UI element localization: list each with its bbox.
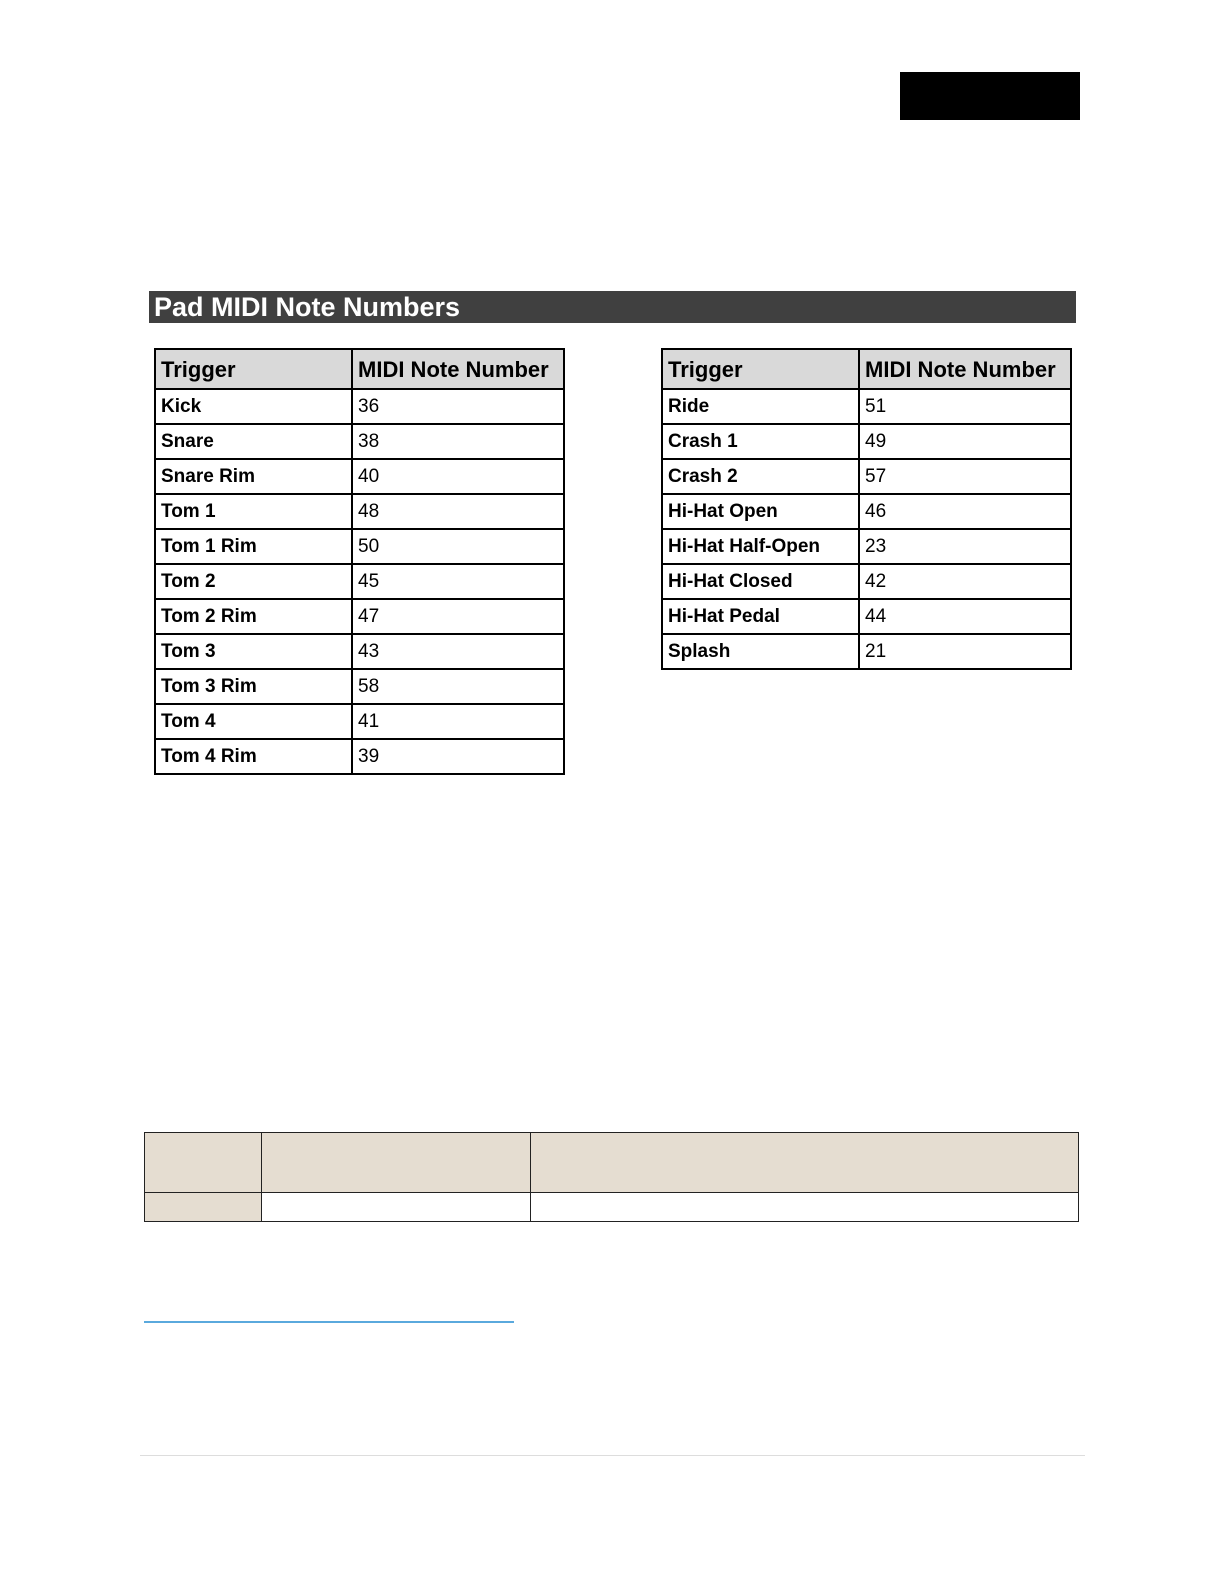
footer-table-cell [262,1193,531,1222]
trigger-cell: Hi-Hat Open [662,494,859,529]
note-number-cell: 38 [352,424,564,459]
table-row [155,529,564,564]
trigger-cell: Hi-Hat Half-Open [662,529,859,564]
table-row [662,564,1071,599]
trigger-cell: Tom 1 [155,494,352,529]
table-row [155,424,564,459]
note-number-cell: 46 [859,494,1071,529]
note-number-cell: 49 [859,424,1071,459]
table-header-row [662,349,1071,389]
note-number-cell: 42 [859,564,1071,599]
table-row [155,494,564,529]
table-row [155,599,564,634]
midi-note-table-right [661,348,1072,670]
note-number-cell: 45 [352,564,564,599]
note-number-cell: 57 [859,459,1071,494]
footer-table-header-cell [531,1133,1079,1193]
table-row [662,459,1071,494]
redacted-logo-block [900,72,1080,120]
footer-table-cell [531,1193,1079,1222]
table-row [662,424,1071,459]
note-number-cell: 51 [859,389,1071,424]
column-header-midi-note-number: MIDI Note Number [352,349,564,389]
section-title: Pad MIDI Note Numbers [154,292,461,322]
note-number-cell: 23 [859,529,1071,564]
trigger-cell: Ride [662,389,859,424]
note-number-cell: 41 [352,704,564,739]
column-header-trigger: Trigger [662,349,859,389]
table-row [662,494,1071,529]
footer-info-table [144,1132,1079,1222]
note-number-cell: 50 [352,529,564,564]
table-row [662,599,1071,634]
trigger-cell: Tom 2 [155,564,352,599]
trigger-cell: Tom 3 Rim [155,669,352,704]
note-number-cell: 44 [859,599,1071,634]
table-row [662,389,1071,424]
note-number-cell: 47 [352,599,564,634]
note-number-cell: 43 [352,634,564,669]
midi-note-table-left [154,348,565,775]
table-row [155,389,564,424]
footer-table-cell [145,1193,262,1222]
note-number-cell: 39 [352,739,564,774]
trigger-cell: Tom 1 Rim [155,529,352,564]
table-row [155,459,564,494]
note-number-cell: 58 [352,669,564,704]
footer-table-header-row [145,1133,1079,1193]
note-number-cell: 21 [859,634,1071,669]
table-row [662,529,1071,564]
table-header-row [155,349,564,389]
section-header-bar [149,291,1076,323]
column-header-midi-note-number: MIDI Note Number [859,349,1071,389]
trigger-cell: Tom 3 [155,634,352,669]
trigger-cell: Kick [155,389,352,424]
note-number-cell: 40 [352,459,564,494]
trigger-cell: Snare [155,424,352,459]
trigger-cell: Tom 2 Rim [155,599,352,634]
trigger-cell: Crash 2 [662,459,859,494]
trigger-cell: Tom 4 Rim [155,739,352,774]
trigger-cell: Snare Rim [155,459,352,494]
trigger-cell: Crash 1 [662,424,859,459]
trigger-cell: Tom 4 [155,704,352,739]
trigger-cell: Hi-Hat Closed [662,564,859,599]
table-row [155,634,564,669]
column-header-trigger: Trigger [155,349,352,389]
footer-table-header-cell [262,1133,531,1193]
table-row [155,704,564,739]
table-row [662,634,1071,669]
note-number-cell: 36 [352,389,564,424]
table-row [155,564,564,599]
table-row [155,739,564,774]
note-number-cell: 48 [352,494,564,529]
page-footer-divider [140,1455,1085,1456]
footnote-separator-line [144,1321,514,1323]
footer-table-header-cell [145,1133,262,1193]
footer-table-row [145,1193,1079,1222]
table-row [155,669,564,704]
trigger-cell: Splash [662,634,859,669]
trigger-cell: Hi-Hat Pedal [662,599,859,634]
